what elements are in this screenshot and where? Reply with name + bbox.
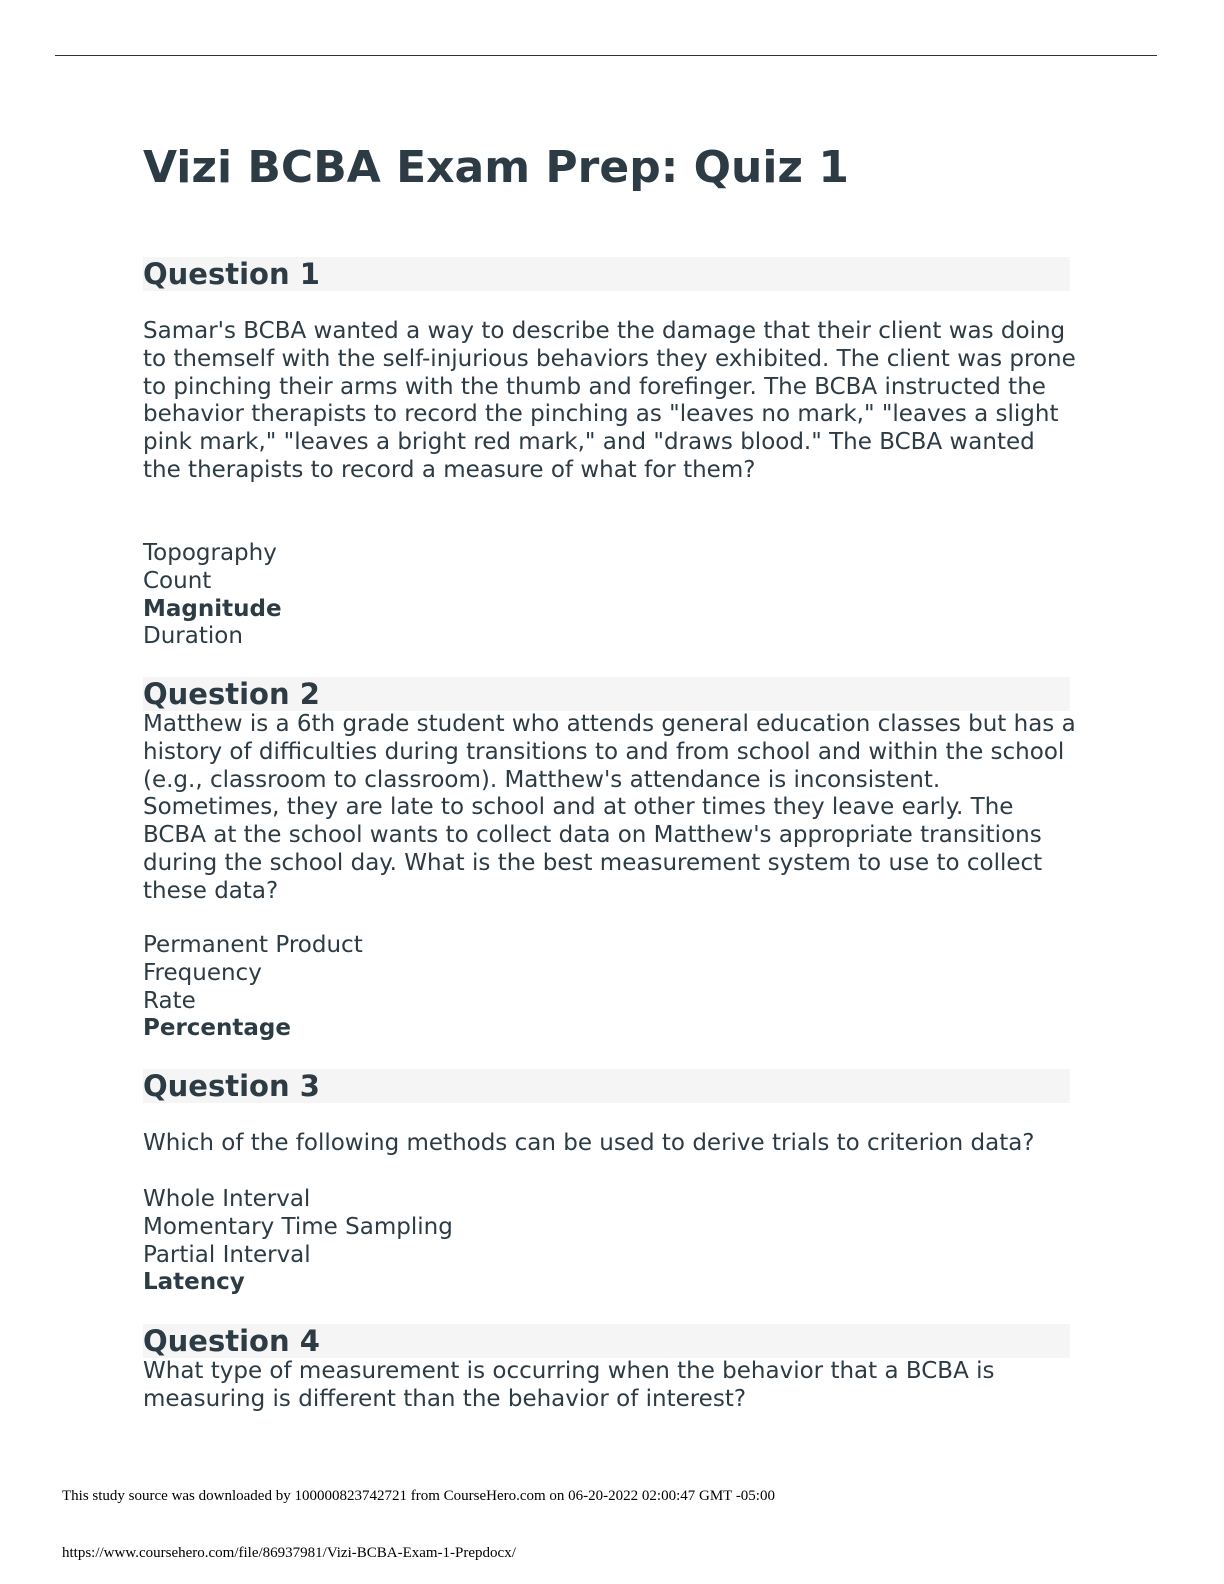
question-4-header — [143, 1324, 1070, 1358]
answer-option: Partial Interval — [143, 1241, 311, 1268]
answer-option-correct: Magnitude — [143, 595, 282, 622]
answer-option: Rate — [143, 987, 196, 1014]
top-rule — [55, 55, 1157, 56]
question-4-heading: Question 4 — [143, 1324, 320, 1358]
question-2-header — [143, 677, 1070, 711]
question-1-header — [143, 257, 1070, 291]
answer-option: Topography — [143, 540, 277, 566]
question-3-header — [143, 1069, 1070, 1103]
question-3-answers — [143, 1186, 1078, 1297]
question-3-text: Which of the following methods can be used to derive trials to criterion data? — [143, 1130, 1035, 1156]
question-3-heading: Question 3 — [143, 1069, 320, 1103]
answer-option-correct: Percentage — [143, 1015, 291, 1042]
answer-option: Frequency — [143, 959, 262, 986]
answer-option: Whole Interval — [143, 1186, 311, 1212]
page-title: Vizi BCBA Exam Prep: Quiz 1 — [143, 142, 849, 193]
question-2-text: Matthew is a 6th grade student who attends general education classes but has a history of difficulties during transitions to and from school and within the school (e.g., classroom to classroom). Matthew's attendance is inconsistent. Sometimes, they are late to school and at other times they leave early. The BCBA at the school wants to collect data on Matthew's appropriate transitions during the school day. What is the best measurement system to use to collect these data? — [143, 711, 1076, 904]
question-1-answers — [143, 540, 1078, 651]
answer-option: Permanent Product — [143, 932, 363, 958]
source-note: This study source was downloaded by 100000823742721 from CourseHero.com on 06-20-2022 02:00:47 GMT -05:00 — [62, 1488, 775, 1504]
question-1-text: Samar's BCBA wanted a way to describe the damage that their client was doing to themself with the self-injurious behaviors they exhibited. The client was prone to pinching their arms with the thumb and forefinger. The BCBA instructed the behavior therapists to record the pinching as "leaves no mark," "leaves a slight pink mark," "leaves a bright red mark," and "draws blood." The BCBA wanted the therapists to record a measure of what for them? — [143, 318, 1076, 483]
question-2-heading: Question 2 — [143, 677, 320, 711]
answer-option: Duration — [143, 623, 243, 650]
question-4-text: What type of measurement is occurring when the behavior that a BCBA is measuring is different than the behavior of interest? — [143, 1358, 995, 1412]
answer-option: Count — [143, 567, 212, 594]
source-url[interactable]: https://www.coursehero.com/file/86937981/Vizi-BCBA-Exam-1-Prepdocx/ — [62, 1545, 516, 1561]
answer-option: Momentary Time Sampling — [143, 1213, 453, 1240]
answer-option-correct: Latency — [143, 1269, 245, 1296]
question-1-heading: Question 1 — [143, 257, 320, 291]
question-2-answers — [143, 932, 1078, 1043]
